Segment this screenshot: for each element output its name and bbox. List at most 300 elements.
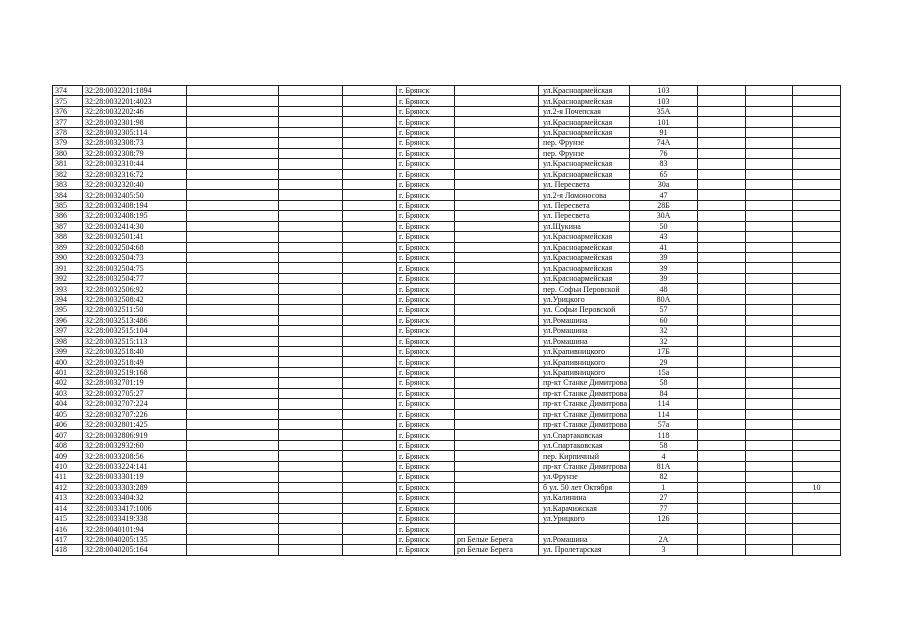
street-cell: ул. Пролетарская <box>539 545 630 555</box>
empty-cell <box>279 200 343 210</box>
empty-cell <box>187 440 279 450</box>
row-number: 387 <box>53 221 83 231</box>
empty-cell <box>187 399 279 409</box>
extra-cell <box>793 211 841 221</box>
row-number: 379 <box>53 138 83 148</box>
locality-cell <box>455 117 539 127</box>
cadastral-number: 32:28:0032515:104 <box>83 326 187 336</box>
locality-cell <box>455 294 539 304</box>
empty-cell <box>698 294 746 304</box>
extra-cell <box>793 169 841 179</box>
empty-cell <box>187 200 279 210</box>
row-number: 378 <box>53 127 83 137</box>
locality-cell <box>455 513 539 523</box>
street-cell: ул.Спартаковская <box>539 440 630 450</box>
street-cell: ул.Красноармейская <box>539 96 630 106</box>
empty-cell <box>746 305 793 315</box>
empty-cell <box>343 503 397 513</box>
city-cell: г. Брянск <box>397 534 455 544</box>
empty-cell <box>746 326 793 336</box>
street-cell: ул.Красноармейская <box>539 273 630 283</box>
street-cell: пер. Софьи Перовской <box>539 284 630 294</box>
empty-cell <box>746 409 793 419</box>
table-row <box>53 96 841 106</box>
row-number: 398 <box>53 336 83 346</box>
empty-cell <box>279 388 343 398</box>
city-cell: г. Брянск <box>397 346 455 356</box>
empty-cell <box>746 430 793 440</box>
empty-cell <box>698 221 746 231</box>
street-cell: ул.Ромашина <box>539 336 630 346</box>
house-number-cell: 30а <box>630 179 698 189</box>
house-number-cell: 17Б <box>630 346 698 356</box>
extra-cell <box>793 253 841 263</box>
row-number: 405 <box>53 409 83 419</box>
extra-cell <box>793 284 841 294</box>
table-row <box>53 127 841 137</box>
cadastral-number: 32:28:0033404:32 <box>83 493 187 503</box>
empty-cell <box>279 326 343 336</box>
empty-cell <box>279 346 343 356</box>
locality-cell <box>455 430 539 440</box>
house-number-cell: 65 <box>630 169 698 179</box>
row-number: 395 <box>53 305 83 315</box>
empty-cell <box>279 221 343 231</box>
city-cell: г. Брянск <box>397 482 455 492</box>
street-cell: ул.Спартаковская <box>539 430 630 440</box>
cadastral-number: 32:28:0032705:27 <box>83 388 187 398</box>
empty-cell <box>698 440 746 450</box>
city-cell: г. Брянск <box>397 106 455 116</box>
table-row <box>53 420 841 430</box>
extra-cell <box>793 430 841 440</box>
house-number-cell: 84 <box>630 388 698 398</box>
empty-cell <box>746 336 793 346</box>
empty-cell <box>746 106 793 116</box>
empty-cell <box>343 326 397 336</box>
extra-cell <box>793 86 841 96</box>
locality-cell <box>455 305 539 315</box>
table-row <box>53 159 841 169</box>
empty-cell <box>746 284 793 294</box>
row-number: 404 <box>53 399 83 409</box>
table-row <box>53 461 841 471</box>
row-number: 377 <box>53 117 83 127</box>
extra-cell <box>793 148 841 158</box>
empty-cell <box>698 346 746 356</box>
empty-cell <box>279 138 343 148</box>
empty-cell <box>187 420 279 430</box>
empty-cell <box>746 294 793 304</box>
table-row <box>53 367 841 377</box>
empty-cell <box>343 420 397 430</box>
empty-cell <box>343 190 397 200</box>
empty-cell <box>187 179 279 189</box>
street-cell: ул.Красноармейская <box>539 86 630 96</box>
house-number-cell: 60 <box>630 315 698 325</box>
table-row <box>53 148 841 158</box>
empty-cell <box>746 534 793 544</box>
house-number-cell: 91 <box>630 127 698 137</box>
empty-cell <box>746 357 793 367</box>
house-number-cell: 118 <box>630 430 698 440</box>
empty-cell <box>187 430 279 440</box>
house-number-cell: 2А <box>630 534 698 544</box>
row-number: 376 <box>53 106 83 116</box>
empty-cell <box>279 451 343 461</box>
locality-cell <box>455 524 539 534</box>
street-cell: ул.Красноармейская <box>539 242 630 252</box>
empty-cell <box>698 420 746 430</box>
row-number: 385 <box>53 200 83 210</box>
street-cell: ул.Красноармейская <box>539 232 630 242</box>
empty-cell <box>343 336 397 346</box>
empty-cell <box>279 399 343 409</box>
empty-cell <box>279 315 343 325</box>
row-number: 392 <box>53 273 83 283</box>
row-number: 396 <box>53 315 83 325</box>
cadastral-number: 32:28:0040205:135 <box>83 534 187 544</box>
empty-cell <box>279 503 343 513</box>
empty-cell <box>187 326 279 336</box>
street-cell: ул.Красноармейская <box>539 253 630 263</box>
empty-cell <box>187 148 279 158</box>
locality-cell <box>455 127 539 137</box>
empty-cell <box>343 472 397 482</box>
empty-cell <box>343 430 397 440</box>
cadastral-number: 32:28:0032308:73 <box>83 138 187 148</box>
house-number-cell: 58 <box>630 378 698 388</box>
empty-cell <box>343 346 397 356</box>
city-cell: г. Брянск <box>397 294 455 304</box>
empty-cell <box>187 524 279 534</box>
empty-cell <box>279 545 343 555</box>
locality-cell <box>455 399 539 409</box>
row-number: 382 <box>53 169 83 179</box>
empty-cell <box>343 253 397 263</box>
empty-cell <box>746 420 793 430</box>
table-row <box>53 211 841 221</box>
empty-cell <box>187 294 279 304</box>
empty-cell <box>698 127 746 137</box>
city-cell: г. Брянск <box>397 513 455 523</box>
house-number-cell: 28Б <box>630 200 698 210</box>
street-cell: пер. Фрунзе <box>539 148 630 158</box>
empty-cell <box>343 169 397 179</box>
house-number-cell: 1 <box>630 482 698 492</box>
street-cell: ул.Красноармейская <box>539 127 630 137</box>
city-cell: г. Брянск <box>397 138 455 148</box>
empty-cell <box>343 440 397 450</box>
extra-cell <box>793 190 841 200</box>
empty-cell <box>343 305 397 315</box>
locality-cell <box>455 138 539 148</box>
house-number-cell: 103 <box>630 86 698 96</box>
city-cell: г. Брянск <box>397 545 455 555</box>
cadastral-number: 32:28:0032405:50 <box>83 190 187 200</box>
house-number-cell: 30А <box>630 211 698 221</box>
city-cell: г. Брянск <box>397 461 455 471</box>
city-cell: г. Брянск <box>397 96 455 106</box>
extra-cell <box>793 200 841 210</box>
row-number: 401 <box>53 367 83 377</box>
empty-cell <box>343 200 397 210</box>
row-number: 394 <box>53 294 83 304</box>
extra-cell <box>793 420 841 430</box>
house-number-cell: 114 <box>630 399 698 409</box>
extra-cell <box>793 378 841 388</box>
extra-cell <box>793 367 841 377</box>
empty-cell <box>279 117 343 127</box>
empty-cell <box>746 138 793 148</box>
house-number-cell: 76 <box>630 148 698 158</box>
extra-cell <box>793 524 841 534</box>
empty-cell <box>187 232 279 242</box>
empty-cell <box>698 96 746 106</box>
empty-cell <box>187 159 279 169</box>
empty-cell <box>187 534 279 544</box>
house-number-cell: 15а <box>630 367 698 377</box>
empty-cell <box>746 451 793 461</box>
empty-cell <box>746 179 793 189</box>
street-cell: пр-кт Станке Димитрова <box>539 378 630 388</box>
cadastral-number: 32:28:0040101:94 <box>83 524 187 534</box>
extra-cell <box>793 159 841 169</box>
city-cell: г. Брянск <box>397 242 455 252</box>
city-cell: г. Брянск <box>397 409 455 419</box>
empty-cell <box>343 96 397 106</box>
house-number-cell: 32 <box>630 336 698 346</box>
house-number-cell: 39 <box>630 273 698 283</box>
empty-cell <box>746 503 793 513</box>
empty-cell <box>746 273 793 283</box>
empty-cell <box>698 284 746 294</box>
city-cell: г. Брянск <box>397 524 455 534</box>
empty-cell <box>187 472 279 482</box>
locality-cell <box>455 221 539 231</box>
house-number-cell: 39 <box>630 263 698 273</box>
empty-cell <box>343 482 397 492</box>
empty-cell <box>698 159 746 169</box>
extra-cell <box>793 96 841 106</box>
empty-cell <box>279 190 343 200</box>
empty-cell <box>746 169 793 179</box>
cadastral-number: 32:28:0033224:141 <box>83 461 187 471</box>
cadastral-number: 32:28:0032408:194 <box>83 200 187 210</box>
house-number-cell: 29 <box>630 357 698 367</box>
empty-cell <box>279 273 343 283</box>
empty-cell <box>698 503 746 513</box>
table-row <box>53 336 841 346</box>
cadastral-number: 32:28:0032519:168 <box>83 367 187 377</box>
empty-cell <box>698 179 746 189</box>
table-row <box>53 106 841 116</box>
street-cell <box>539 524 630 534</box>
street-cell: б ул. 50 лет Октября <box>539 482 630 492</box>
table-row <box>53 534 841 544</box>
empty-cell <box>279 169 343 179</box>
extra-cell <box>793 513 841 523</box>
empty-cell <box>279 440 343 450</box>
extra-cell <box>793 451 841 461</box>
street-cell: ул.Ромашина <box>539 534 630 544</box>
extra-cell <box>793 221 841 231</box>
row-number: 386 <box>53 211 83 221</box>
empty-cell <box>343 159 397 169</box>
row-number: 412 <box>53 482 83 492</box>
house-number-cell: 48 <box>630 284 698 294</box>
street-cell: ул. Софьи Перовской <box>539 305 630 315</box>
street-cell: ул.Ромашина <box>539 326 630 336</box>
table-row <box>53 440 841 450</box>
street-cell: ул.Крапивницкого <box>539 367 630 377</box>
row-number: 411 <box>53 472 83 482</box>
empty-cell <box>698 399 746 409</box>
cadastral-number: 32:28:0032202:46 <box>83 106 187 116</box>
city-cell: г. Брянск <box>397 315 455 325</box>
table-row <box>53 357 841 367</box>
empty-cell <box>746 127 793 137</box>
empty-cell <box>279 472 343 482</box>
empty-cell <box>279 211 343 221</box>
locality-cell <box>455 200 539 210</box>
extra-cell <box>793 409 841 419</box>
cadastral-number: 32:28:0032701:19 <box>83 378 187 388</box>
empty-cell <box>698 86 746 96</box>
table-row <box>53 493 841 503</box>
street-cell: пр-кт Станке Димитрова <box>539 420 630 430</box>
row-number: 391 <box>53 263 83 273</box>
locality-cell <box>455 326 539 336</box>
empty-cell <box>279 493 343 503</box>
locality-cell <box>455 503 539 513</box>
extra-cell <box>793 117 841 127</box>
locality-cell <box>455 420 539 430</box>
cadastral-number: 32:28:0032506:92 <box>83 284 187 294</box>
street-cell: пр-кт Станке Димитрова <box>539 461 630 471</box>
street-cell: ул.Красноармейская <box>539 263 630 273</box>
cadastral-number: 32:28:0032504:77 <box>83 273 187 283</box>
empty-cell <box>343 138 397 148</box>
empty-cell <box>343 357 397 367</box>
empty-cell <box>746 190 793 200</box>
empty-cell <box>746 159 793 169</box>
table-row <box>53 346 841 356</box>
empty-cell <box>187 86 279 96</box>
empty-cell <box>187 503 279 513</box>
empty-cell <box>698 263 746 273</box>
empty-cell <box>279 263 343 273</box>
extra-cell <box>793 232 841 242</box>
table-row <box>53 472 841 482</box>
extra-cell <box>793 461 841 471</box>
row-number: 417 <box>53 534 83 544</box>
street-cell: ул.Ромашина <box>539 315 630 325</box>
table-row <box>53 388 841 398</box>
locality-cell <box>455 169 539 179</box>
empty-cell <box>187 336 279 346</box>
empty-cell <box>343 367 397 377</box>
empty-cell <box>279 106 343 116</box>
empty-cell <box>187 284 279 294</box>
street-cell: ул.2-я Ломоносова <box>539 190 630 200</box>
empty-cell <box>746 315 793 325</box>
empty-cell <box>343 148 397 158</box>
cadastral-number: 32:28:0032707:226 <box>83 409 187 419</box>
empty-cell <box>343 273 397 283</box>
table-row <box>53 242 841 252</box>
city-cell: г. Брянск <box>397 221 455 231</box>
row-number: 389 <box>53 242 83 252</box>
city-cell: г. Брянск <box>397 305 455 315</box>
table-row <box>53 179 841 189</box>
empty-cell <box>279 305 343 315</box>
city-cell: г. Брянск <box>397 159 455 169</box>
cadastral-number: 32:28:0032308:79 <box>83 148 187 158</box>
empty-cell <box>187 346 279 356</box>
empty-cell <box>698 451 746 461</box>
locality-cell <box>455 211 539 221</box>
table-row <box>53 86 841 96</box>
row-number: 416 <box>53 524 83 534</box>
city-cell: г. Брянск <box>397 472 455 482</box>
locality-cell <box>455 461 539 471</box>
locality-cell <box>455 179 539 189</box>
empty-cell <box>279 482 343 492</box>
empty-cell <box>746 96 793 106</box>
empty-cell <box>698 524 746 534</box>
table-row <box>53 253 841 263</box>
street-cell: ул.Урицкого <box>539 513 630 523</box>
extra-cell <box>793 336 841 346</box>
city-cell: г. Брянск <box>397 378 455 388</box>
empty-cell <box>187 138 279 148</box>
street-cell: ул.Красноармейская <box>539 117 630 127</box>
empty-cell <box>187 409 279 419</box>
row-number: 374 <box>53 86 83 96</box>
table-row <box>53 273 841 283</box>
row-number: 399 <box>53 346 83 356</box>
cadastral-number: 32:28:0033419:338 <box>83 513 187 523</box>
city-cell: г. Брянск <box>397 190 455 200</box>
table-row <box>53 190 841 200</box>
empty-cell <box>698 242 746 252</box>
house-number-cell: 32 <box>630 326 698 336</box>
street-cell: ул.Красноармейская <box>539 169 630 179</box>
table-row <box>53 513 841 523</box>
cadastral-number: 32:28:0033208:56 <box>83 451 187 461</box>
empty-cell <box>343 263 397 273</box>
cadastral-number: 32:28:0032504:73 <box>83 253 187 263</box>
city-cell: г. Брянск <box>397 399 455 409</box>
empty-cell <box>343 534 397 544</box>
table-row <box>53 545 841 555</box>
house-number-cell: 27 <box>630 493 698 503</box>
cadastral-number: 32:28:0032316:72 <box>83 169 187 179</box>
street-cell: пер. Кирпичный <box>539 451 630 461</box>
empty-cell <box>279 232 343 242</box>
cadastral-number: 32:28:0032501:41 <box>83 232 187 242</box>
row-number: 393 <box>53 284 83 294</box>
cadastral-number: 32:28:0032511:50 <box>83 305 187 315</box>
empty-cell <box>343 524 397 534</box>
empty-cell <box>279 461 343 471</box>
empty-cell <box>279 253 343 263</box>
extra-cell <box>793 357 841 367</box>
empty-cell <box>279 159 343 169</box>
empty-cell <box>343 388 397 398</box>
house-number-cell: 114 <box>630 409 698 419</box>
